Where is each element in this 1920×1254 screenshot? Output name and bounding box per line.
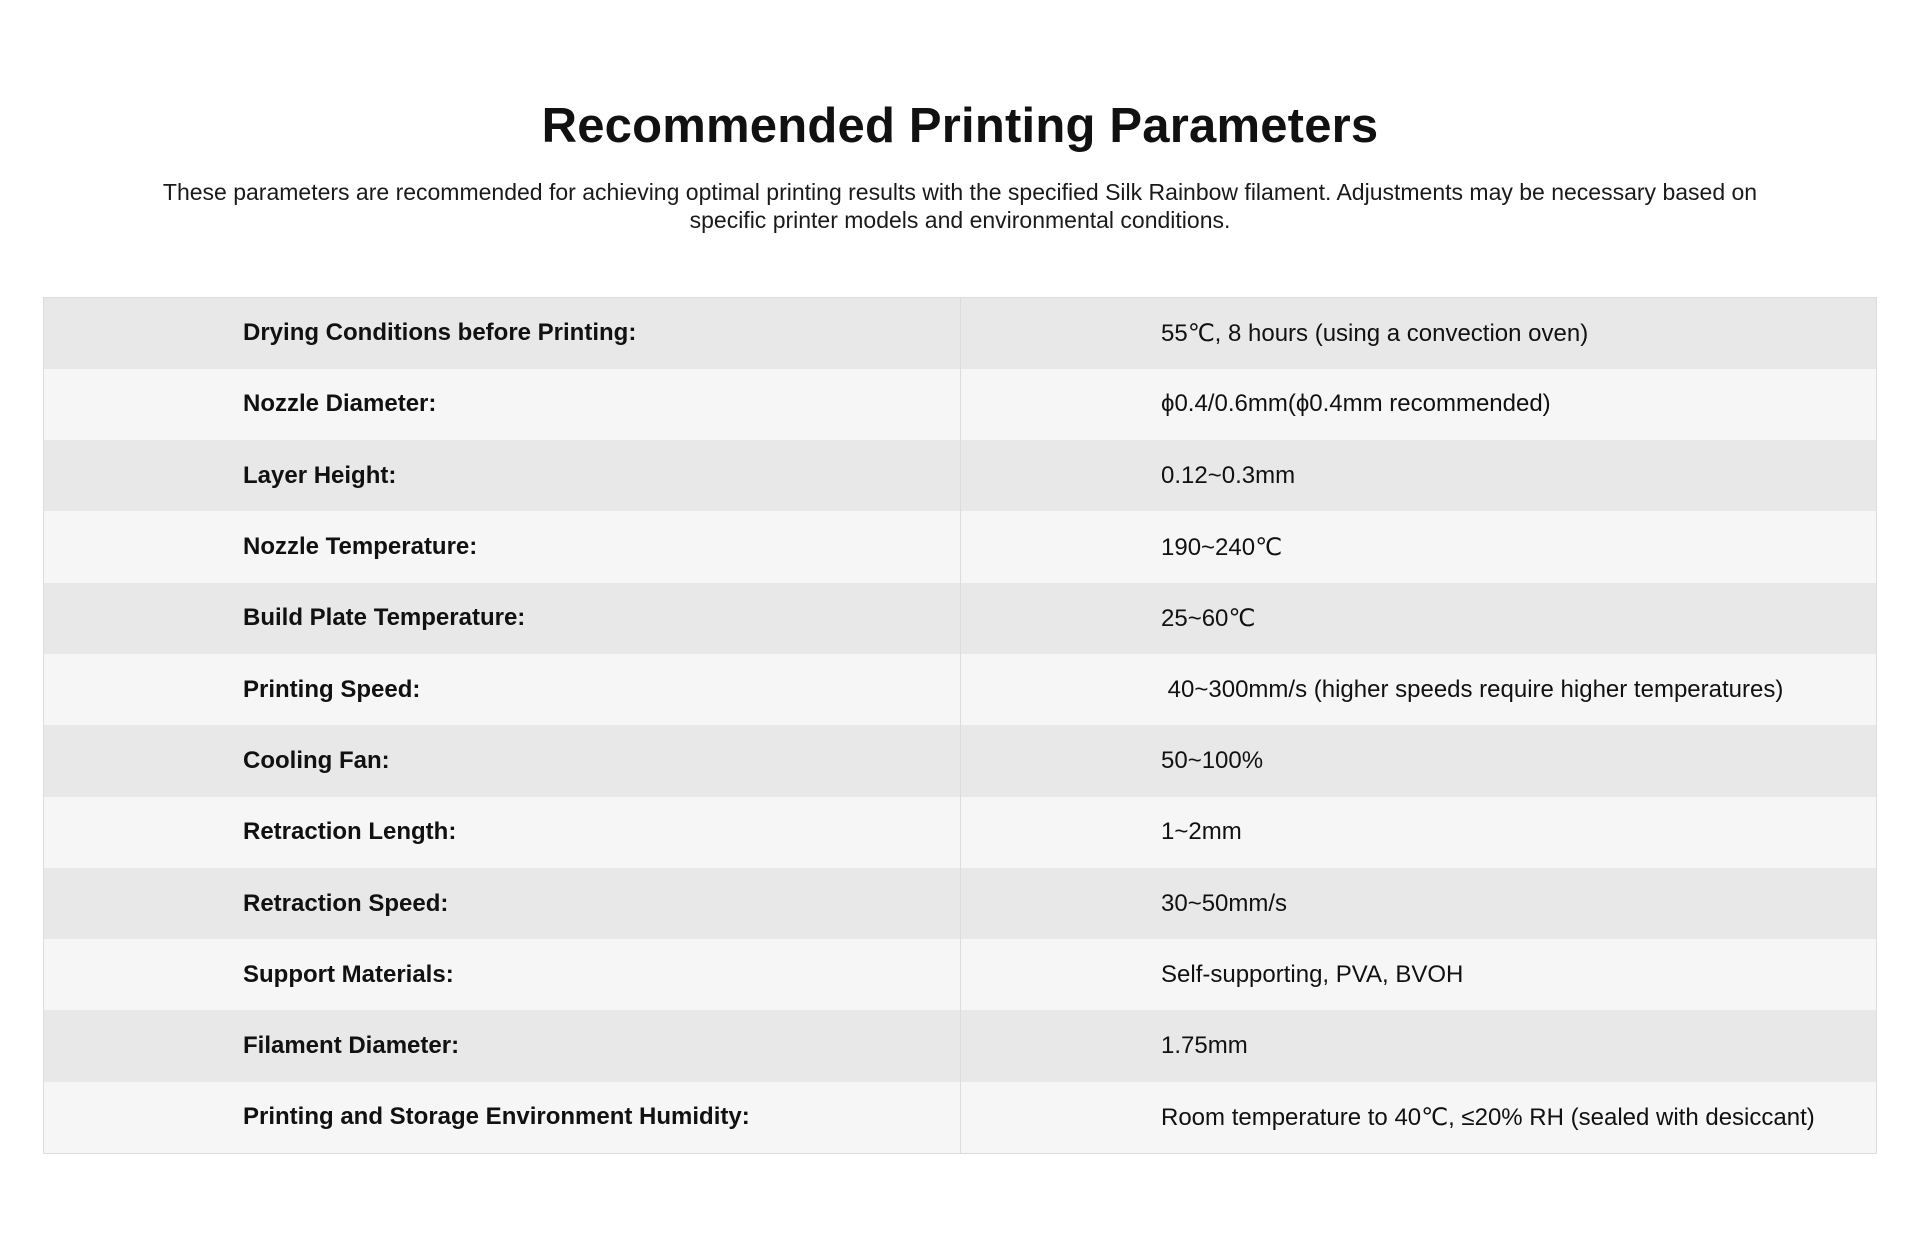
table-row — [44, 1010, 1877, 1081]
table-row — [44, 583, 1877, 654]
parameter-label: Retraction Speed: — [44, 868, 961, 939]
parameter-label: Layer Height: — [44, 440, 961, 511]
parameter-value: 30~50mm/s — [1161, 889, 1288, 917]
parameter-label: Nozzle Diameter: — [44, 369, 961, 440]
table-row — [44, 654, 1877, 725]
table-row — [44, 1082, 1877, 1153]
table-row — [44, 939, 1877, 1010]
table-row — [44, 511, 1877, 582]
table-row — [44, 797, 1877, 868]
parameter-value: 40~300mm/s (higher speeds require higher temperatures) — [1161, 675, 1784, 703]
parameter-label: Drying Conditions before Printing: — [44, 298, 961, 369]
parameters-table — [43, 297, 1877, 1154]
parameter-value: Room temperature to 40℃, ≤20% RH (sealed with desiccant) — [1161, 1103, 1815, 1131]
parameter-value: 0.12~0.3mm — [1161, 461, 1296, 489]
parameter-label: Retraction Length: — [44, 797, 961, 868]
page-description: These parameters are recommended for achieving optimal printing results with the specified Silk Rainbow filament. Adjustments may be necessary based on specific printer models and environmental conditions. — [162, 179, 1758, 233]
table-row — [44, 369, 1877, 440]
parameter-value: 55℃, 8 hours (using a convection oven) — [1161, 319, 1589, 347]
parameter-value: 190~240℃ — [1161, 533, 1283, 561]
parameter-value: 50~100% — [1161, 746, 1264, 774]
parameter-value: 1~2mm — [1161, 818, 1242, 846]
parameter-value: 25~60℃ — [1161, 604, 1256, 632]
parameter-label: Printing Speed: — [44, 654, 961, 725]
table-row — [44, 725, 1877, 796]
parameter-label: Filament Diameter: — [44, 1010, 961, 1081]
parameter-value: Self-supporting, PVA, BVOH — [1161, 960, 1464, 988]
table-row — [44, 868, 1877, 939]
parameter-label: Cooling Fan: — [44, 725, 961, 796]
table-row — [44, 298, 1877, 369]
table-row — [44, 440, 1877, 511]
parameter-label: Nozzle Temperature: — [44, 511, 961, 582]
parameter-label: Support Materials: — [44, 939, 961, 1010]
parameter-value: ϕ0.4/0.6mm(ϕ0.4mm recommended) — [1161, 390, 1551, 418]
parameter-label: Build Plate Temperature: — [44, 583, 961, 654]
parameter-value: 1.75mm — [1161, 1032, 1248, 1060]
parameter-label: Printing and Storage Environment Humidity: — [44, 1082, 961, 1153]
page-title: Recommended Printing Parameters — [541, 99, 1379, 153]
